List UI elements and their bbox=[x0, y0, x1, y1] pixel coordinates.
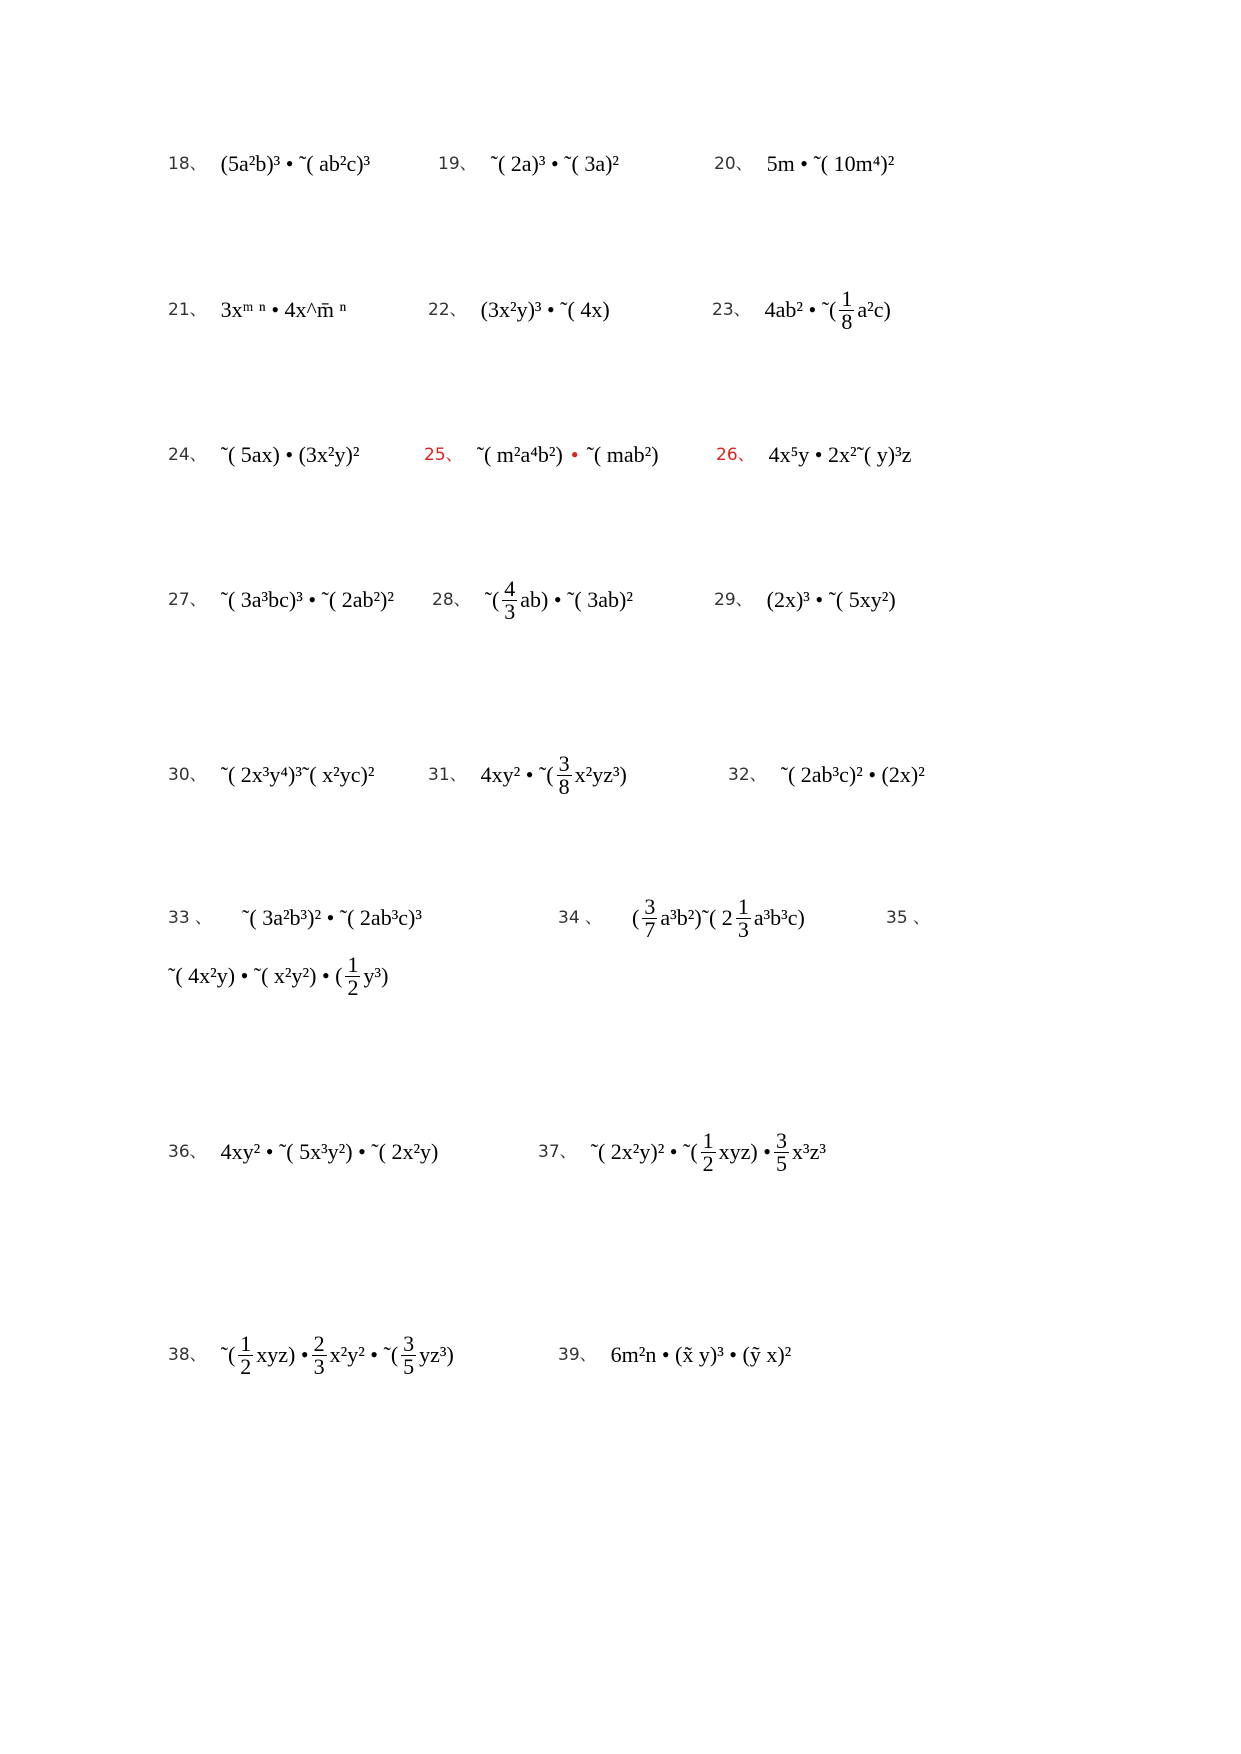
problem-number: 39、 bbox=[558, 1345, 597, 1365]
problem-expression-part: ˜( m²a⁴b²) bbox=[476, 442, 563, 467]
fraction bbox=[839, 285, 854, 334]
problem-expression: ˜( 3a³bc)³ • ˜( 2ab²)² bbox=[220, 587, 394, 612]
problem-expression: ˜( 2x³y⁴)³˜( x²yc)² bbox=[220, 762, 375, 787]
problem-expression: (2x)³ • ˜( 5xy²) bbox=[766, 587, 896, 612]
problem-number: 20、 bbox=[714, 154, 753, 174]
problem-expression-part: ˜( 4x²y) • ˜( x²y²) • ( bbox=[168, 963, 343, 988]
problem-number: 25、 bbox=[424, 445, 463, 465]
problem-expression-part: ˜( bbox=[220, 1342, 236, 1367]
problem-22 bbox=[428, 280, 610, 340]
fraction-numerator: 3 bbox=[558, 750, 570, 776]
problem-number: 35 、 bbox=[886, 908, 931, 928]
problem-20 bbox=[714, 134, 894, 194]
problem-number: 28、 bbox=[432, 590, 471, 610]
fraction-denominator: 3 bbox=[504, 598, 516, 624]
problem-expression: 6m²n • (x̃ y)³ • (ỹ x)² bbox=[610, 1342, 792, 1367]
fraction bbox=[401, 1330, 416, 1379]
problem-number: 23、 bbox=[712, 300, 751, 320]
problem-expression-part: x²y² • ˜( bbox=[329, 1342, 399, 1367]
problem-number: 26、 bbox=[716, 445, 755, 465]
problem-expression: 4x⁵y • 2x²˜( y)³z bbox=[768, 442, 912, 467]
problem-number: 18、 bbox=[168, 154, 207, 174]
problem-expression-part: a²c) bbox=[857, 297, 891, 322]
problem-18 bbox=[168, 134, 370, 194]
problem-expression-part: a³b³c) bbox=[753, 905, 805, 930]
fraction bbox=[557, 750, 572, 799]
problem-31 bbox=[428, 745, 627, 805]
problem-number: 33 、 bbox=[168, 908, 213, 928]
problem-23 bbox=[712, 280, 891, 340]
fraction-numerator: 3 bbox=[775, 1127, 787, 1153]
problem-expression-part: ( bbox=[632, 905, 640, 930]
fraction bbox=[312, 1330, 327, 1379]
fraction-denominator: 3 bbox=[313, 1353, 325, 1379]
problem-expression-part: ab) • ˜( 3ab)² bbox=[520, 587, 633, 612]
fraction-numerator: 1 bbox=[347, 951, 359, 977]
fraction bbox=[701, 1127, 716, 1176]
problem-number: 19、 bbox=[438, 154, 477, 174]
problem-number: 38、 bbox=[168, 1345, 207, 1365]
problem-number: 21、 bbox=[168, 300, 207, 320]
fraction-denominator: 8 bbox=[558, 773, 570, 799]
problem-expression: (5a²b)³ • ˜( ab²c)³ bbox=[220, 151, 371, 176]
fraction-numerator: 1 bbox=[240, 1330, 252, 1356]
problem-38 bbox=[168, 1325, 454, 1385]
problem-expression: 4xy² • ˜( 5x³y²) • ˜( 2x²y) bbox=[220, 1139, 439, 1164]
problem-expression: ˜( 3a²b³)² • ˜( 2ab³c)³ bbox=[242, 905, 422, 930]
fraction-denominator: 2 bbox=[347, 974, 359, 1000]
fraction-numerator: 3 bbox=[403, 1330, 415, 1356]
problem-expression: 5m • ˜( 10m⁴)² bbox=[766, 151, 895, 176]
problem-number: 37、 bbox=[538, 1142, 577, 1162]
problem-21 bbox=[168, 280, 346, 340]
problem-number: 29、 bbox=[714, 590, 753, 610]
fraction bbox=[774, 1127, 789, 1176]
fraction-numerator: 3 bbox=[644, 893, 656, 919]
fraction-numerator: 1 bbox=[841, 285, 853, 311]
problem-24 bbox=[168, 425, 359, 485]
fraction-denominator: 3 bbox=[737, 916, 749, 942]
fraction-numerator: 2 bbox=[313, 1330, 325, 1356]
fraction-numerator: 1 bbox=[737, 893, 749, 919]
problem-number: 36、 bbox=[168, 1142, 207, 1162]
problem-expression-part: ˜( 2x²y)² • ˜( bbox=[590, 1139, 698, 1164]
problem-number: 24、 bbox=[168, 445, 207, 465]
fraction-denominator: 8 bbox=[841, 308, 853, 334]
fraction bbox=[345, 951, 360, 1000]
problem-expression: ˜( 2ab³c)² • (2x)² bbox=[780, 762, 925, 787]
problem-expression: 3xᵐ ⁿ • 4x^m̄ ⁿ bbox=[220, 297, 347, 322]
fraction bbox=[642, 893, 657, 942]
problem-35 bbox=[168, 946, 388, 1006]
problem-28 bbox=[432, 570, 633, 630]
fraction-denominator: 2 bbox=[702, 1150, 714, 1176]
problem-35-number bbox=[886, 888, 944, 948]
problem-expression: ˜( 2a)³ • ˜( 3a)² bbox=[490, 151, 620, 176]
problem-33 bbox=[168, 888, 422, 948]
problem-26 bbox=[716, 425, 911, 485]
problem-25 bbox=[424, 425, 659, 485]
problem-number: 32、 bbox=[728, 765, 767, 785]
fraction-denominator: 5 bbox=[403, 1353, 415, 1379]
problem-expression-part: 4xy² • ˜( bbox=[480, 762, 554, 787]
problem-expression-part: x³z³ bbox=[791, 1139, 826, 1164]
problem-expression-part: ˜( bbox=[484, 587, 500, 612]
problem-30 bbox=[168, 745, 374, 805]
problem-number: 30、 bbox=[168, 765, 207, 785]
problem-expression-part: xyz) • bbox=[256, 1342, 309, 1367]
problem-expression-part: y³) bbox=[363, 963, 389, 988]
problem-expression-part: ˜( mab²) bbox=[586, 442, 659, 467]
fraction bbox=[502, 575, 517, 624]
problem-number: 34 、 bbox=[558, 908, 603, 928]
multiply-dot: • bbox=[570, 442, 579, 467]
fraction-denominator: 7 bbox=[644, 916, 656, 942]
fraction-denominator: 5 bbox=[775, 1150, 787, 1176]
problem-expression-part: yz³) bbox=[419, 1342, 454, 1367]
problem-37 bbox=[538, 1122, 826, 1182]
problem-number: 31、 bbox=[428, 765, 467, 785]
problem-32 bbox=[728, 745, 925, 805]
fraction bbox=[736, 893, 751, 942]
problem-36 bbox=[168, 1122, 438, 1182]
fraction bbox=[238, 1330, 253, 1379]
problem-19 bbox=[438, 134, 619, 194]
fraction-denominator: 2 bbox=[240, 1353, 252, 1379]
problem-expression-part: x²yz³) bbox=[574, 762, 627, 787]
problem-29 bbox=[714, 570, 896, 630]
problem-27 bbox=[168, 570, 394, 630]
problem-expression: (3x²y)³ • ˜( 4x) bbox=[480, 297, 610, 322]
fraction-numerator: 4 bbox=[504, 575, 516, 601]
problem-34 bbox=[558, 888, 805, 948]
problem-expression: ˜( 5ax) • (3x²y)² bbox=[220, 442, 360, 467]
problem-expression-part: a³b²)˜( 2 bbox=[660, 905, 733, 930]
problem-number: 22、 bbox=[428, 300, 467, 320]
problem-number: 27、 bbox=[168, 590, 207, 610]
problem-expression-part: xyz) • bbox=[718, 1139, 771, 1164]
problem-39 bbox=[558, 1325, 791, 1385]
fraction-numerator: 1 bbox=[702, 1127, 714, 1153]
problem-expression-part: 4ab² • ˜( bbox=[764, 297, 837, 322]
